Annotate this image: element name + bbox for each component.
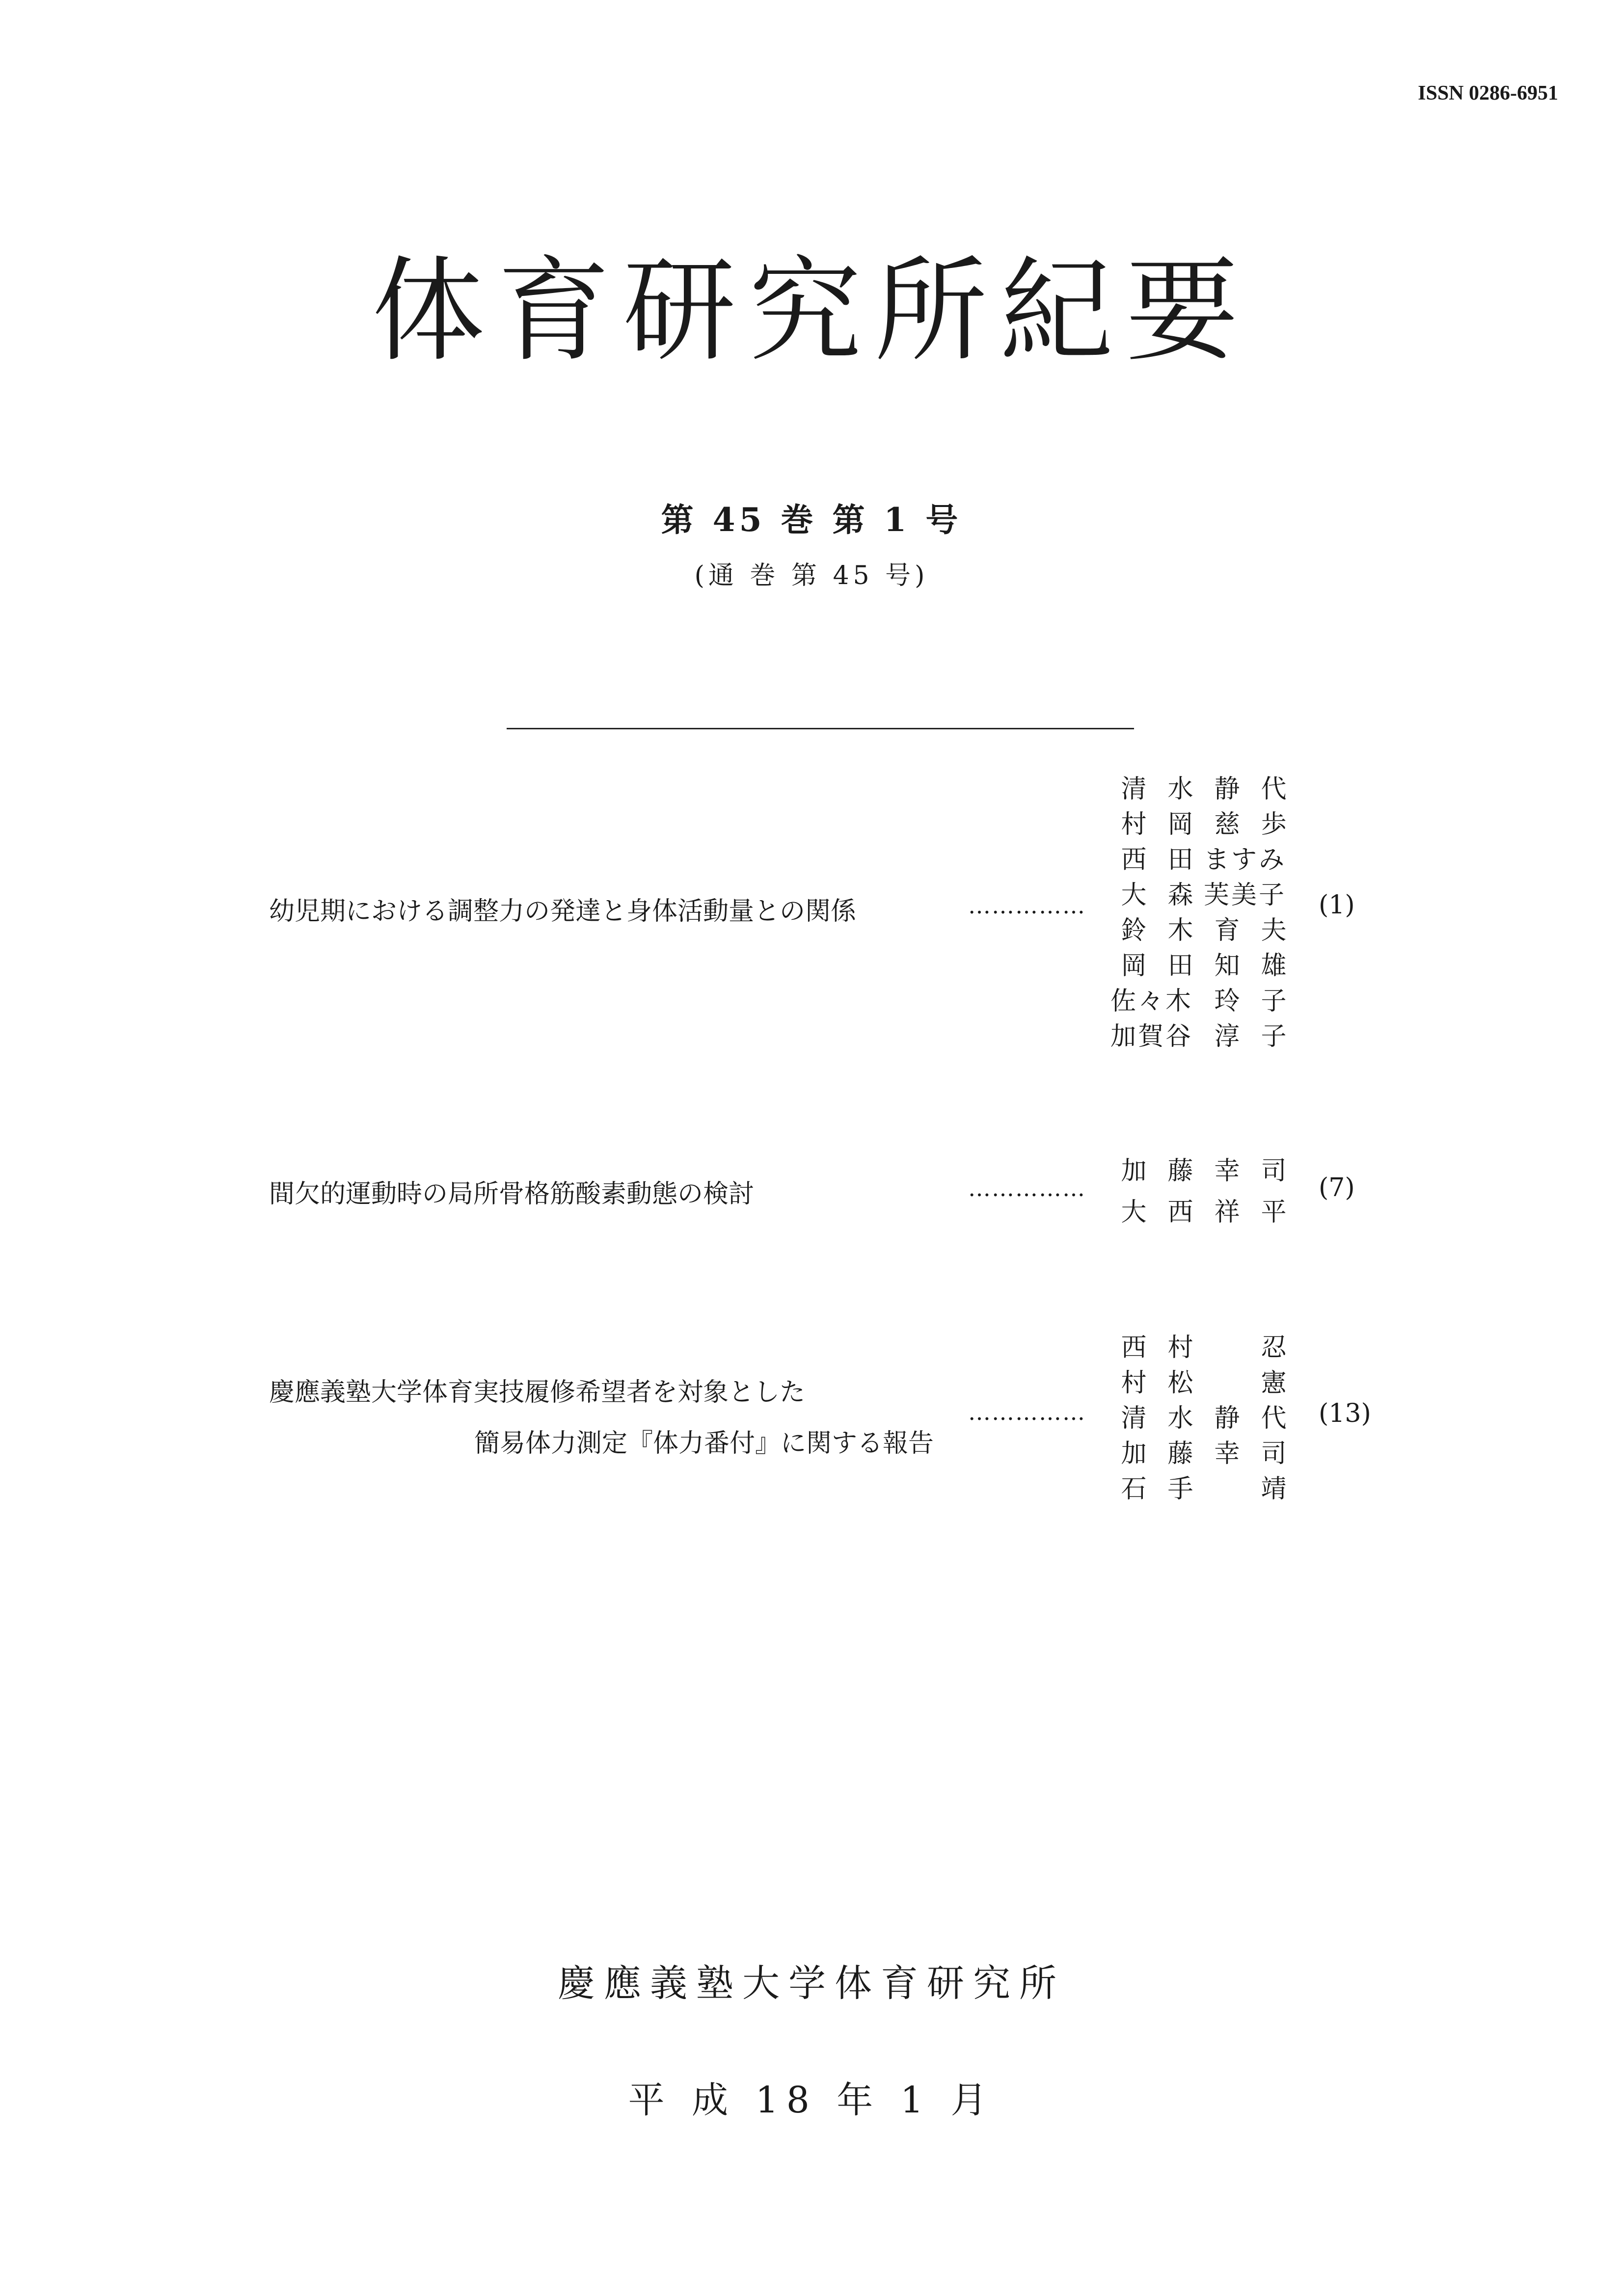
divider-rule bbox=[507, 728, 1134, 729]
author-name-part: 玲 bbox=[1214, 987, 1240, 1016]
issn-number: ISSN 0286-6951 bbox=[1418, 82, 1558, 105]
volume-issue: 第 45 巻 第 1 号 bbox=[661, 501, 962, 539]
author-name-part: 鈴 bbox=[1121, 916, 1147, 945]
author-name-part: 佐々木 bbox=[1110, 987, 1193, 1016]
author-name-part: 加 bbox=[1121, 1156, 1147, 1186]
author-name-part: 岡 bbox=[1167, 810, 1193, 839]
article-2-leader: …………… bbox=[968, 1175, 1086, 1201]
article-1-title[interactable]: 幼児期における調整力の発達と身体活動量との関係 bbox=[269, 897, 857, 926]
author-name-part: 忍 bbox=[1261, 1333, 1287, 1362]
author-name-part: 藤 bbox=[1167, 1439, 1193, 1468]
article-3-page: (13) bbox=[1319, 1399, 1371, 1428]
author-name-part: ますみ bbox=[1204, 845, 1287, 875]
author-name-part: 静 bbox=[1214, 1404, 1240, 1433]
author-name-part: 大 bbox=[1121, 881, 1147, 910]
author-name-part: 淳 bbox=[1214, 1022, 1240, 1051]
author-name-part: 加 bbox=[1121, 1439, 1147, 1468]
author-name-part: 芙美子 bbox=[1204, 881, 1287, 910]
author-name-part: 村 bbox=[1121, 810, 1147, 839]
article-2-title[interactable]: 間欠的運動時の局所骨格筋酸素動態の検討 bbox=[269, 1179, 755, 1209]
author-name-part: 司 bbox=[1261, 1156, 1287, 1186]
article-3-title-line-1[interactable]: 慶應義塾大学体育実技履修希望者を対象とした bbox=[269, 1378, 806, 1407]
author-name-part bbox=[1204, 1330, 1250, 1365]
author-name-part: 清 bbox=[1121, 1404, 1147, 1433]
author-name-part: 幸 bbox=[1214, 1156, 1240, 1186]
author-name-part: 田 bbox=[1167, 951, 1193, 981]
author-name-part: 水 bbox=[1167, 1404, 1193, 1433]
author-name-part: 村 bbox=[1121, 1368, 1147, 1398]
article-3-authors bbox=[1110, 1330, 1297, 1507]
author-name-part: 大 bbox=[1121, 1198, 1147, 1227]
publisher-name: 慶應義塾大学体育研究所 bbox=[558, 1961, 1065, 2005]
author-name-part: 代 bbox=[1261, 1404, 1287, 1433]
article-1-leader: …………… bbox=[968, 892, 1086, 919]
author-name-part: 村 bbox=[1167, 1333, 1193, 1362]
author-name-part: 幸 bbox=[1214, 1439, 1240, 1468]
author-name-part: 靖 bbox=[1261, 1474, 1287, 1504]
article-1-page: (1) bbox=[1319, 890, 1355, 920]
article-2-page: (7) bbox=[1319, 1173, 1355, 1202]
publication-date: 平 成 18 年 1 月 bbox=[628, 2079, 995, 2121]
author-name-part: 雄 bbox=[1261, 951, 1287, 981]
author-name-part: 夫 bbox=[1261, 916, 1287, 945]
author-name-part: 祥 bbox=[1214, 1198, 1240, 1227]
article-1-authors bbox=[1110, 772, 1297, 1054]
author-name-part: 司 bbox=[1261, 1439, 1287, 1468]
author-name-part: 子 bbox=[1261, 1022, 1287, 1051]
author-name-part: 手 bbox=[1167, 1474, 1193, 1504]
author-name-part: 西 bbox=[1121, 1333, 1147, 1362]
author-name-part: 松 bbox=[1167, 1368, 1193, 1398]
author-name-part bbox=[1204, 1471, 1250, 1507]
article-3-title-line-2[interactable]: 簡易体力測定『体力番付』に関する報告 bbox=[474, 1429, 934, 1458]
author-name-part: 静 bbox=[1214, 774, 1240, 804]
author-name-part: 育 bbox=[1214, 916, 1240, 945]
author-name-part: 加賀谷 bbox=[1110, 1022, 1193, 1051]
author-name-part: 西 bbox=[1167, 1198, 1193, 1227]
author-name-part: 水 bbox=[1167, 774, 1193, 804]
author-name-part: 西 bbox=[1121, 845, 1147, 875]
author-name-part: 憲 bbox=[1261, 1368, 1287, 1398]
author-name-part: 石 bbox=[1121, 1474, 1147, 1504]
author-name-part: 藤 bbox=[1167, 1156, 1193, 1186]
author-name-part: 慈 bbox=[1214, 810, 1240, 839]
author-name-part: 森 bbox=[1167, 881, 1193, 910]
author-name-part: 平 bbox=[1261, 1198, 1287, 1227]
author-name-part: 清 bbox=[1121, 774, 1147, 804]
author-name-part: 子 bbox=[1261, 987, 1287, 1016]
serial-number: (通 巻 第 45 号) bbox=[694, 561, 929, 590]
author-name-part: 歩 bbox=[1261, 810, 1287, 839]
author-name-part: 岡 bbox=[1121, 951, 1147, 981]
author-name-part bbox=[1204, 1365, 1250, 1401]
author-name-part: 知 bbox=[1214, 951, 1240, 981]
article-2-authors bbox=[1110, 1150, 1297, 1233]
author-name-part: 代 bbox=[1261, 774, 1287, 804]
author-name-part: 木 bbox=[1167, 916, 1193, 945]
article-3-leader: …………… bbox=[968, 1399, 1086, 1425]
journal-title: 体育研究所紀要 bbox=[371, 246, 1251, 377]
author-name-part: 田 bbox=[1167, 845, 1193, 875]
